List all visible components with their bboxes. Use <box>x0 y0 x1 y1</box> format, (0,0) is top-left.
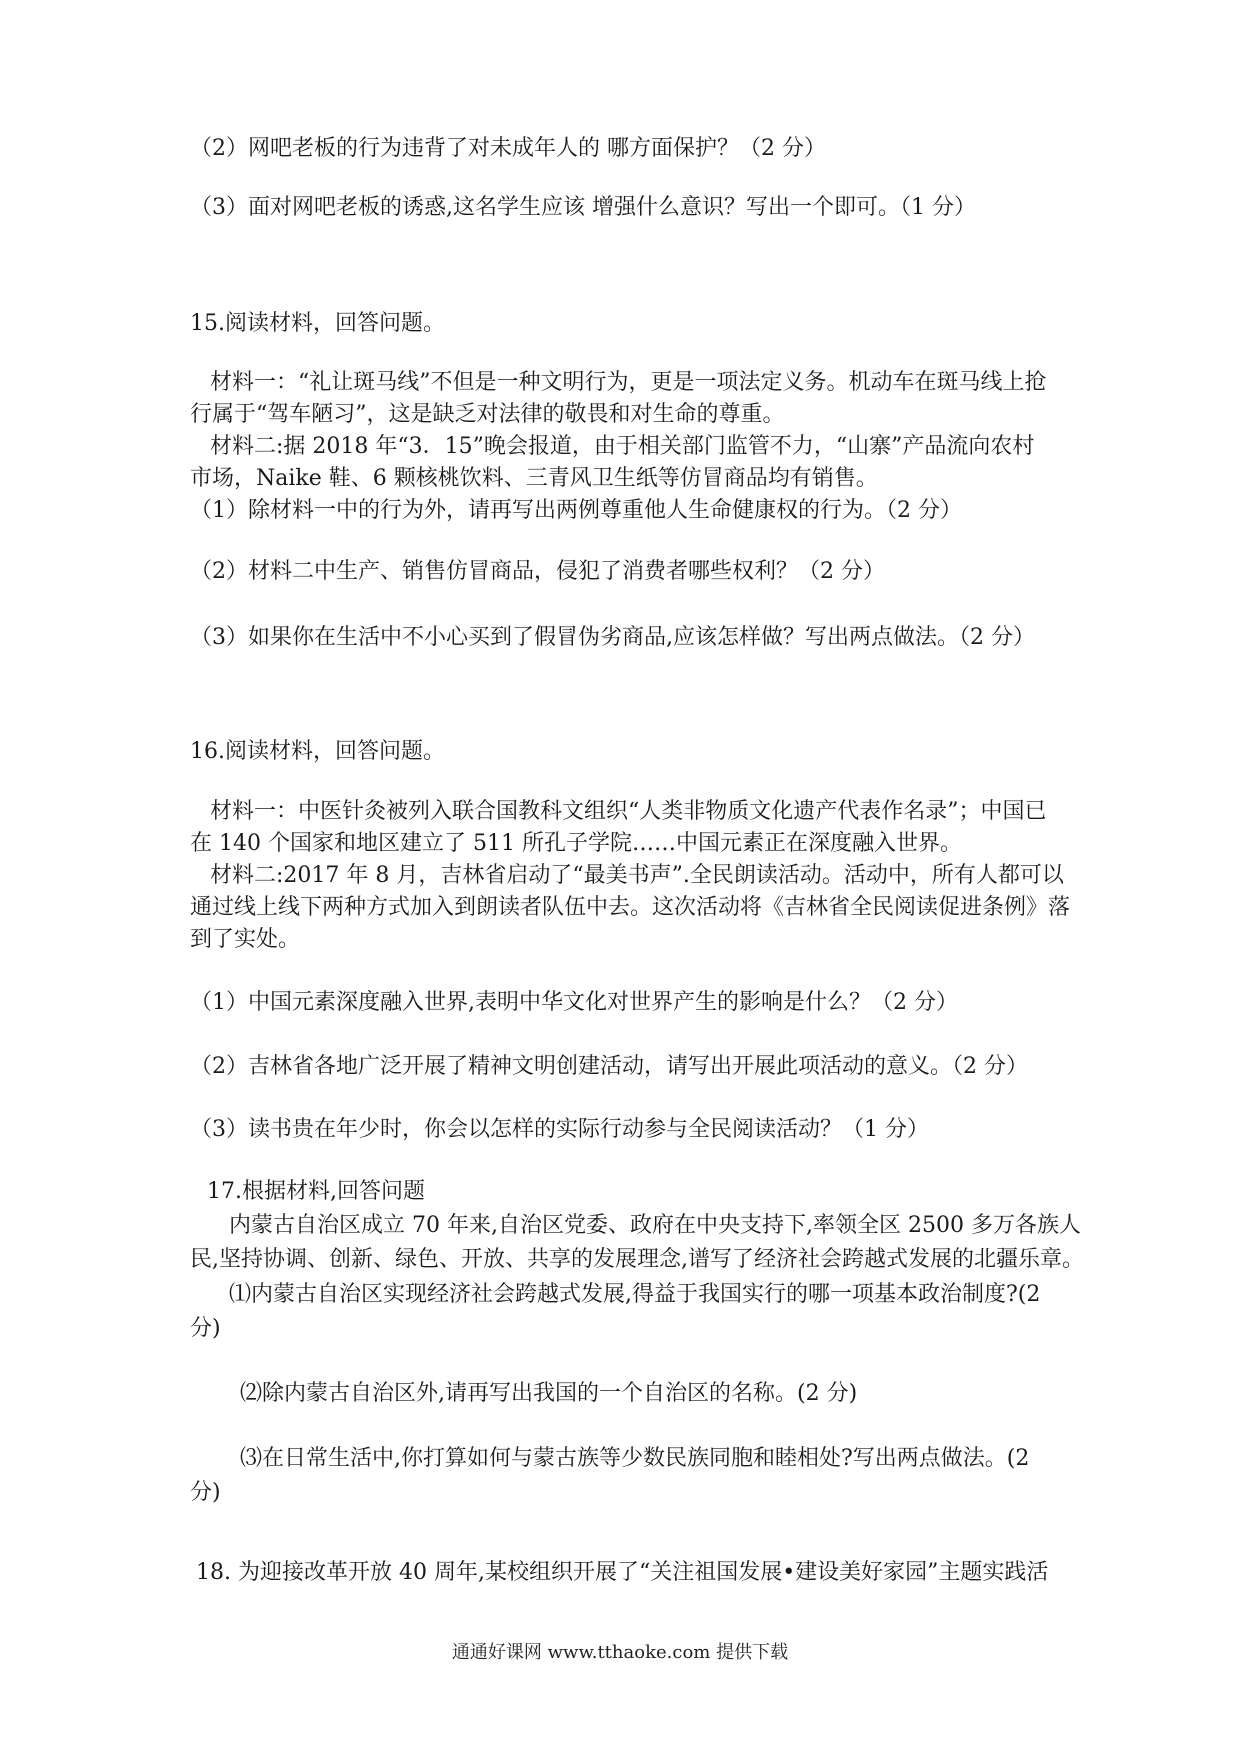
q16-material1-line2: 在 140 个国家和地区建立了 511 所孔子学院……中国元素正在深度融入世界。 <box>190 831 962 856</box>
q17-sub2: ⑵除内蒙古自治区外,请再写出我国的一个自治区的名称。(2 分) <box>240 1381 858 1406</box>
q15-material1-line1: 材料一：“礼让斑马线”不但是一种文明行为，更是一项法定义务。机动车在斑马线上抢 <box>210 370 1047 395</box>
q17-material-line2: 民,坚持协调、创新、绿色、开放、共享的发展理念,谱写了经济社会跨越式发展的北疆乐章。 <box>190 1247 1084 1272</box>
q15-sub2: （2）材料二中生产、销售仿冒商品，侵犯了消费者哪些权利？（2 分） <box>190 559 885 584</box>
q15-material1-line2: 行属于“驾车陋习”，这是缺乏对法律的敬畏和对生命的尊重。 <box>190 402 785 427</box>
q17-title: 17.根据材料,回答问题 <box>207 1179 425 1204</box>
q15-title: 15.阅读材料，回答问题。 <box>190 311 445 336</box>
q16-sub2: （2）吉林省各地广泛开展了精神文明创建活动，请写出开展此项活动的意义。（2 分） <box>190 1054 1028 1079</box>
q16-sub1: （1）中国元素深度融入世界,表明中华文化对世界产生的影响是什么？（2 分） <box>190 990 958 1015</box>
q15-sub3: （3）如果你在生活中不小心买到了假冒伪劣商品,应该怎样做？写出两点做法。（2 分） <box>190 625 1035 650</box>
q16-sub3: （3）读书贵在年少时，你会以怎样的实际行动参与全民阅读活动？（1 分） <box>190 1117 929 1142</box>
q17-sub1-line2: 分) <box>190 1316 221 1341</box>
q17-sub3-line2: 分) <box>190 1480 221 1505</box>
q15-sub1: （1）除材料一中的行为外，请再写出两例尊重他人生命健康权的行为。（2 分） <box>190 498 962 523</box>
q18-line1: 18. 为迎接改革开放 40 周年,某校组织开展了“关注祖国发展•建设美好家园”主题实践活 <box>196 1560 1049 1585</box>
q14-sub3: （3）面对网吧老板的诱惑,这名学生应该 增强什么意识？写出一个即可。（1 分） <box>190 195 976 220</box>
q15-material2-line1: 材料二:据 2018 年“3．15”晚会报道，由于相关部门监管不力，“山寨”产品流向农村 <box>210 434 1035 459</box>
q17-sub3-line1: ⑶在日常生活中,你打算如何与蒙古族等少数民族同胞和睦相处?写出两点做法。(2 <box>240 1446 1030 1471</box>
q16-material2-line2: 通过线上线下两种方式加入到朗读者队伍中去。这次活动将《吉林省全民阅读促进条例》落 <box>190 895 1071 920</box>
q16-material2-line3: 到了实处。 <box>190 927 301 952</box>
q15-material2-line2: 市场，Naike 鞋、6 颗核桃饮料、三青风卫生纸等仿冒商品均有销售。 <box>190 466 878 491</box>
footer-source: 通通好课网 www.tthaoke.com 提供下载 <box>451 1642 789 1663</box>
q17-sub1-line1: ⑴内蒙古自治区实现经济社会跨越式发展,得益于我国实行的哪一项基本政治制度?(2 <box>229 1282 1041 1307</box>
q14-sub2: （2）网吧老板的行为违背了对未成年人的 哪方面保护？（2 分） <box>190 136 826 161</box>
q16-material1-line1: 材料一：中医针灸被列入联合国教科文组织“人类非物质文化遗产代表作名录”；中国已 <box>210 799 1047 824</box>
q17-material-line1: 内蒙古自治区成立 70 年来,自治区党委、政府在中央支持下,率领全区 2500 多万各族人 <box>229 1213 1081 1238</box>
q16-title: 16.阅读材料，回答问题。 <box>190 739 445 764</box>
q16-material2-line1: 材料二:2017 年 8 月，吉林省启动了“最美书声”.全民朗读活动。活动中，所有人都可以 <box>210 863 1064 888</box>
